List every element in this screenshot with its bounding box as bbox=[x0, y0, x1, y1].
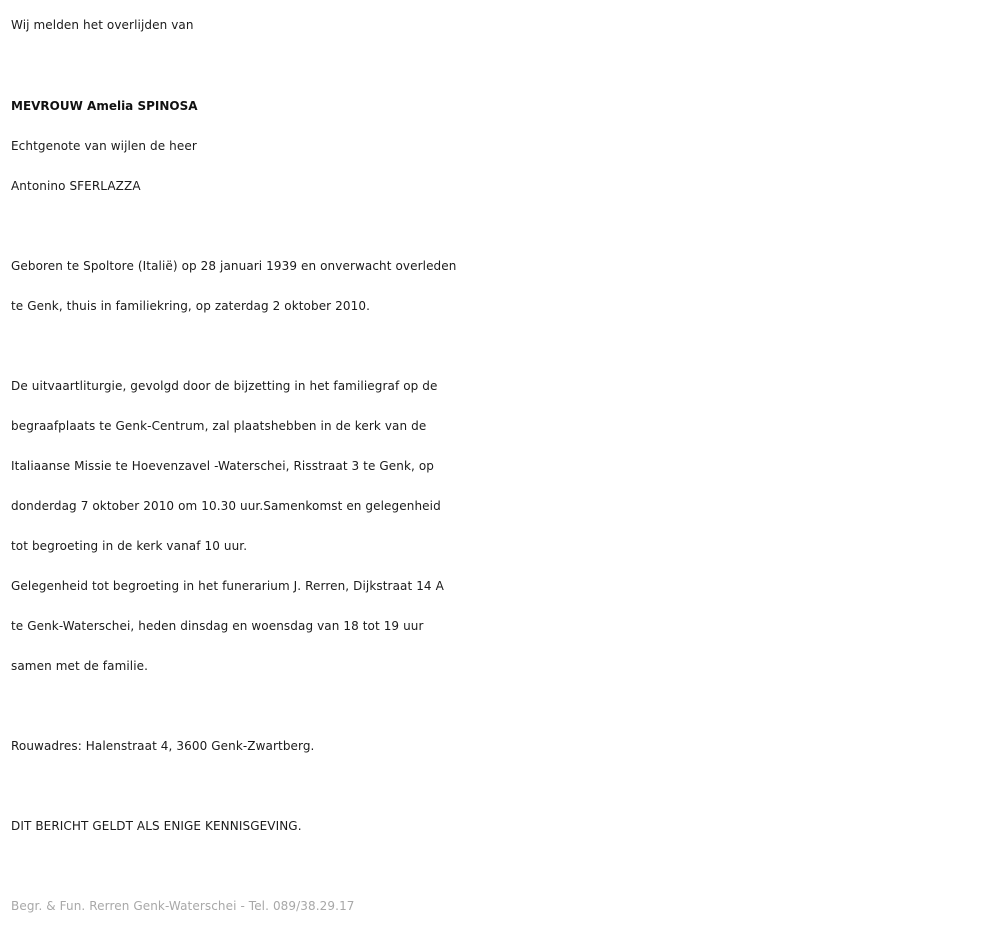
obituary-notice bbox=[11, 0, 991, 926]
visitation-line-1: Gelegenheid tot begroeting in het funerarium J. Rerren, Dijkstraat 14 A bbox=[11, 579, 444, 593]
sole-notice: DIT BERICHT GELDT ALS ENIGE KENNISGEVING. bbox=[11, 819, 302, 833]
visitation-line-2: te Genk-Waterschei, heden dinsdag en woensdag van 18 tot 19 uur bbox=[11, 619, 424, 633]
funeral-home-footer: Begr. & Fun. Rerren Genk-Waterschei - Tel. 089/38.29.17 bbox=[11, 899, 355, 913]
spacer bbox=[11, 846, 991, 886]
birth-death-line-2: te Genk, thuis in familiekring, op zaterdag 2 oktober 2010. bbox=[11, 299, 370, 313]
spacer bbox=[11, 206, 991, 246]
ceremony-line-5: tot begroeting in de kerk vanaf 10 uur. bbox=[11, 539, 248, 553]
birth-death-line-1: Geboren te Spoltore (Italië) op 28 januari 1939 en onverwacht overleden bbox=[11, 259, 457, 273]
relation-line-1: Echtgenote van wijlen de heer bbox=[11, 139, 197, 153]
spacer bbox=[11, 766, 991, 806]
spacer bbox=[11, 326, 991, 366]
ceremony-line-3: Italiaanse Missie te Hoevenzavel -Waterschei, Risstraat 3 te Genk, op bbox=[11, 459, 435, 473]
relation-line-2: Antonino SFERLAZZA bbox=[11, 179, 141, 193]
ceremony-line-1: De uitvaartliturgie, gevolgd door de bijzetting in het familiegraf op de bbox=[11, 379, 438, 393]
visitation-line-3: samen met de familie. bbox=[11, 659, 149, 673]
intro-text: Wij melden het overlijden van bbox=[11, 18, 194, 32]
ceremony-line-4: donderdag 7 oktober 2010 om 10.30 uur.Samenkomst en gelegenheid bbox=[11, 499, 441, 513]
mourning-address: Rouwadres: Halenstraat 4, 3600 Genk-Zwartberg. bbox=[11, 739, 315, 753]
deceased-name: MEVROUW Amelia SPINOSA bbox=[11, 99, 198, 113]
spacer bbox=[11, 686, 991, 726]
ceremony-line-2: begraafplaats te Genk-Centrum, zal plaatshebben in de kerk van de bbox=[11, 419, 427, 433]
